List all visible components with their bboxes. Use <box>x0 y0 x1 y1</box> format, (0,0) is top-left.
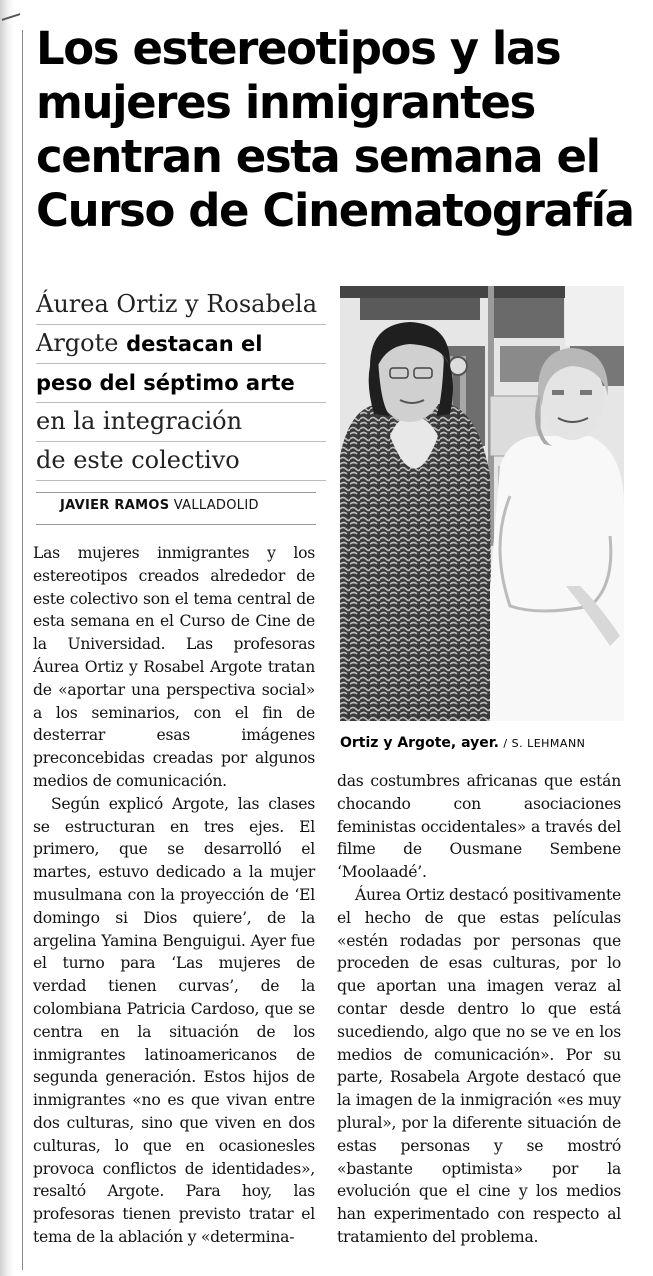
byline-location: VALLADOLID <box>173 498 259 513</box>
deck-line: peso del séptimo arte <box>36 364 326 403</box>
article-deck <box>36 286 326 481</box>
caption-text: Ortiz y Argote, ayer. <box>340 735 499 751</box>
article-byline <box>60 498 259 513</box>
column-rule <box>22 30 23 1270</box>
article-photo <box>340 286 624 721</box>
byline-rule <box>36 524 316 525</box>
body-column-2 <box>337 770 621 1249</box>
photo-caption <box>340 735 585 751</box>
deck-line: en la integración <box>36 403 326 442</box>
page-scan-edge <box>0 0 14 1276</box>
byline-rule <box>36 492 316 493</box>
byline-author: JAVIER RAMOS <box>60 498 170 513</box>
body-column-1 <box>33 542 315 1249</box>
body-paragraph: Las mujeres inmigrantes y los estereotipos creados alrededor de este colectivo son el tema central de esta semana en el Curso de Cine de la Universidad. Las profesoras Áurea Ortiz y Rosabel Argote tratan de «aportar una perspectiva social» a los seminarios, con el fin de desterrar esas imágenes preconcebidas creadas por algunos medios de comunicación. <box>33 544 315 790</box>
deck-line: de este colectivo <box>36 442 326 481</box>
body-paragraph: das costumbres africanas que están chocando con asociaciones feministas occidentales» a través del filme de Ousmane Sembene ‘Moolaadé’. <box>337 772 621 882</box>
body-paragraph: Según explicó Argote, las clases se estructuran en tres ejes. El primero, que se desarrolló el martes, estuvo dedicado a la mujer musulmana con la proyección de ‘El domingo si Dios quiere’, de la argelina Yamina Benguigui. Ayer fue el turno para ‘Las mujeres de verdad tienen curvas’, de la colombiana Patricia Cardoso, que se centra en la situación de los inmigrantes latinoamericanos de segunda generación. Estos hijos de inmigrantes «no es que vivan entre dos culturas, sino que viven en dos culturas, lo que en ocasionesles provoca conflictos de identidades», resaltó Argote. Para hoy, las profesoras tienen previsto tratar el tema de la ablación y «determina- <box>33 794 315 1246</box>
article-headline: Los estereotipos y las mujeres inmigrantes centran esta semana el Curso de Cinematografía <box>36 22 634 237</box>
photo-illustration <box>340 286 624 721</box>
deck-line: Áurea Ortiz y Rosabela <box>36 286 326 325</box>
deck-line: Argote destacan el <box>36 325 326 364</box>
photo-credit: / S. LEHMANN <box>503 737 586 750</box>
body-paragraph: Áurea Ortiz destacó positivamente el hecho de que estas películas «estén rodadas por personas que proceden de esas culturas, por lo que aportan una imagen veraz al contar desde dentro lo que está sucediendo, algo que no se ve en los medios de comunicación». Por su parte, Rosabela Argote destacó que la imagen de la inmigración «es muy plural», por la diferente situación de estas personas y se mostró «bastante optimista» por la evolución que el cine y los medios han experimentado con respecto al tratamiento del problema. <box>337 885 621 1246</box>
